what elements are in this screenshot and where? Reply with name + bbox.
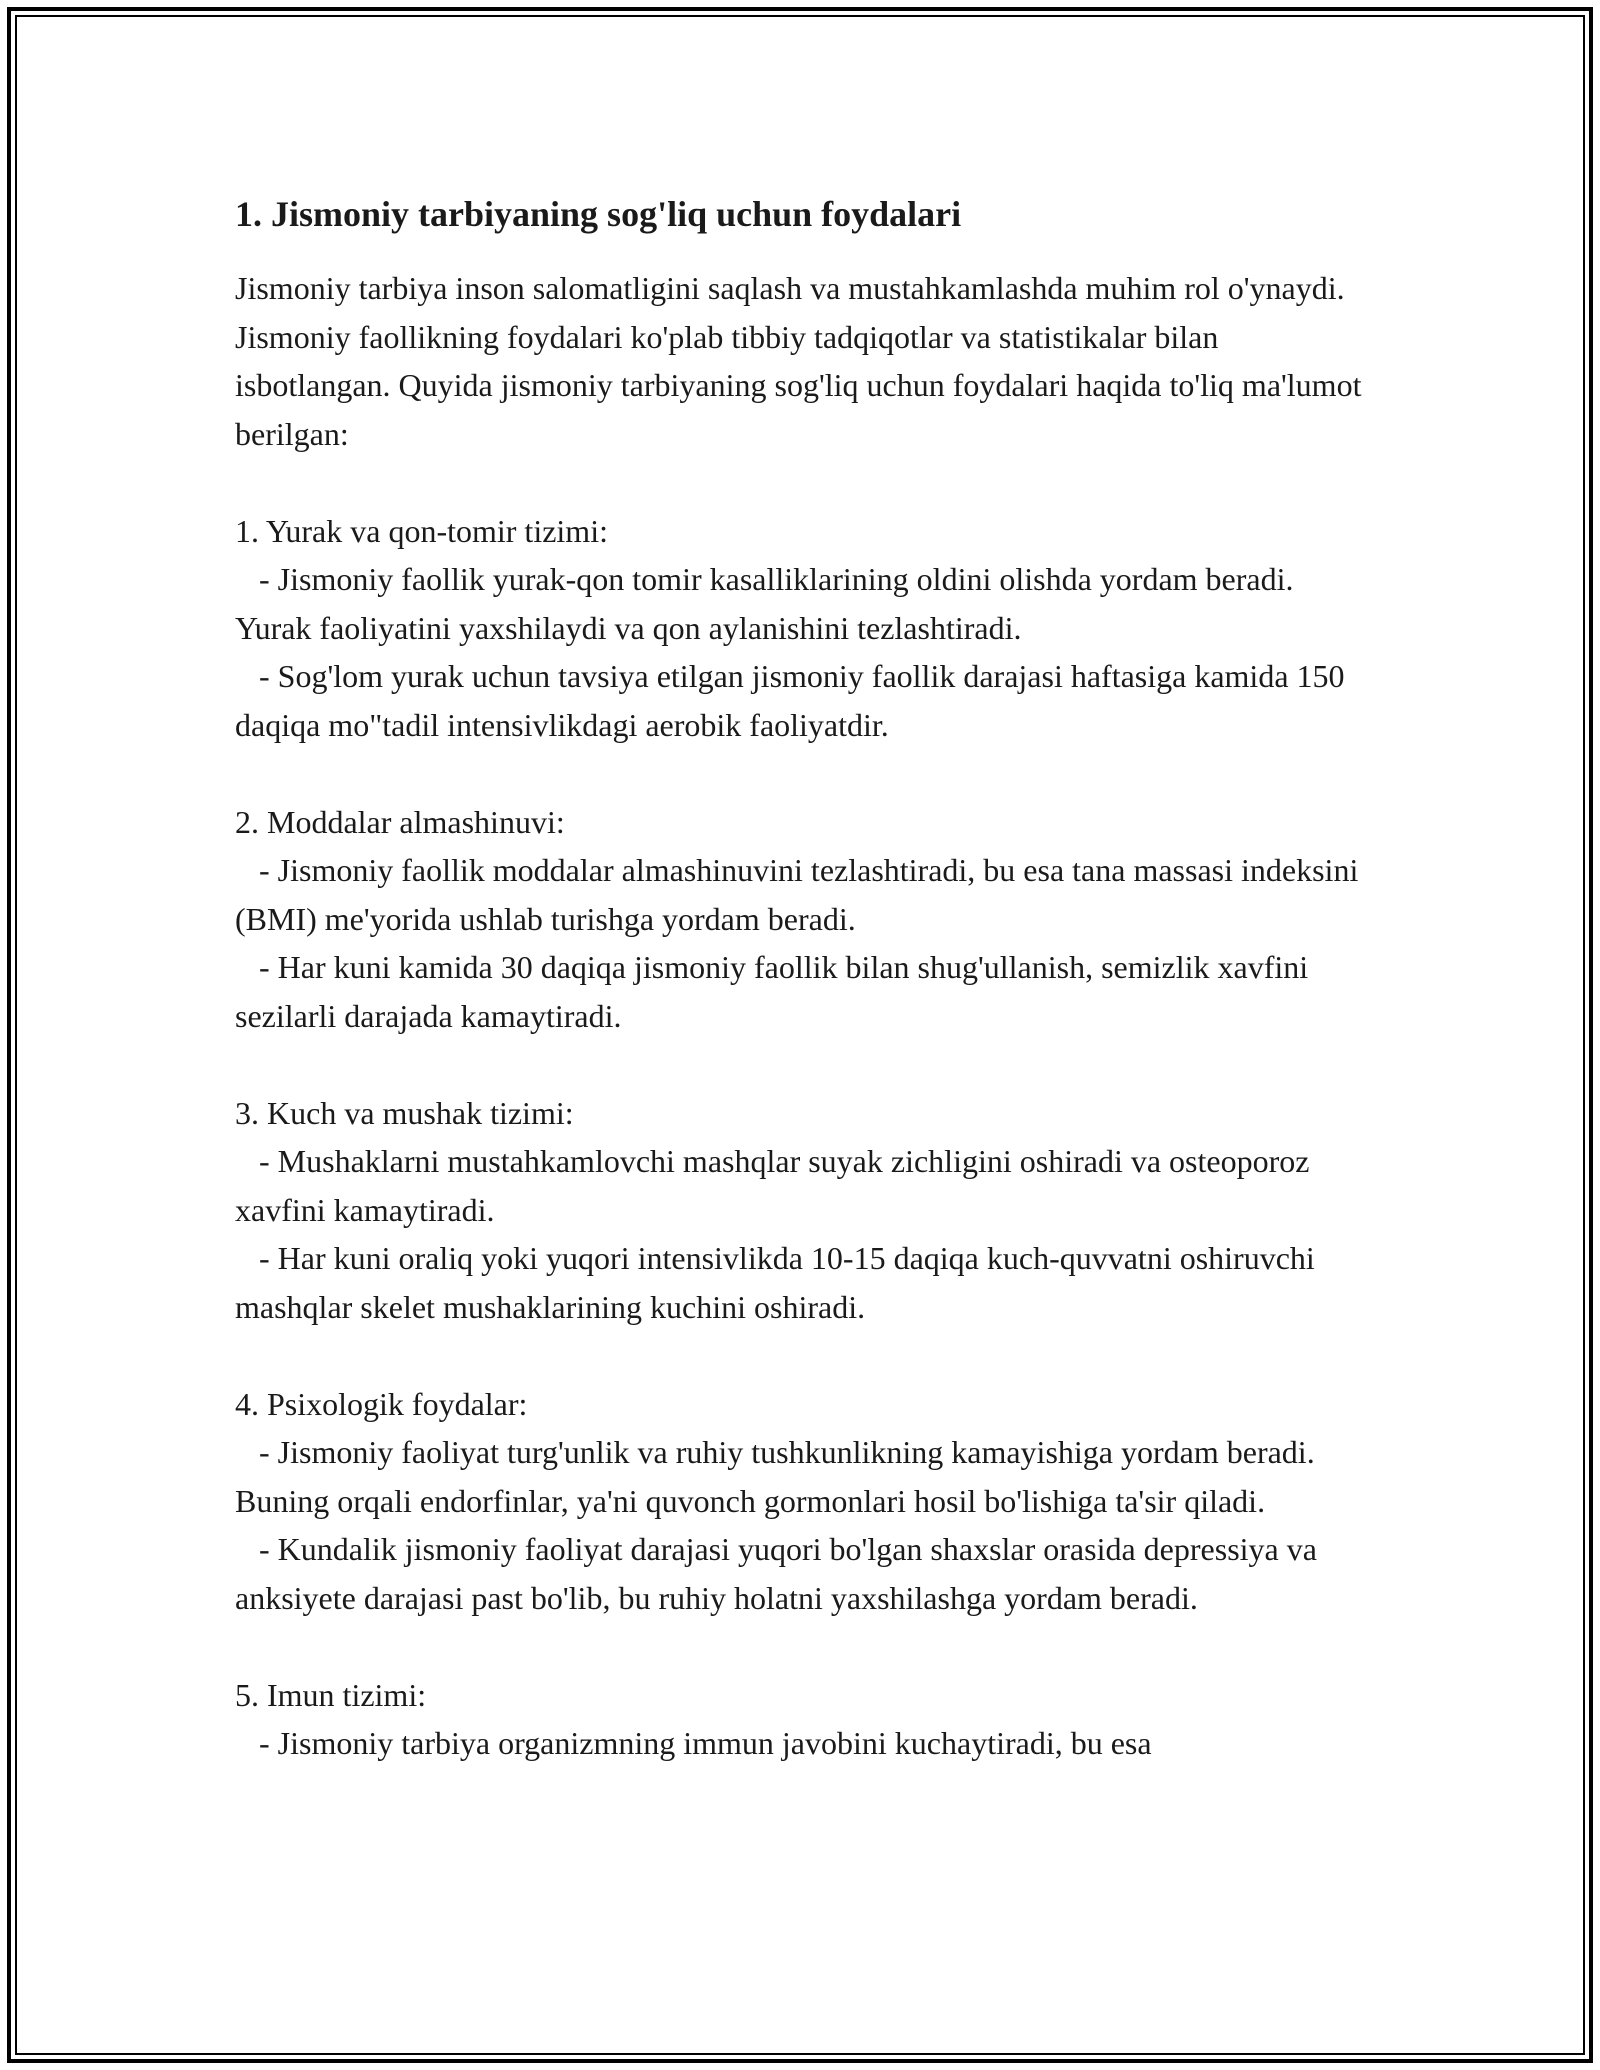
section-heading: 1. Yurak va qon-tomir tizimi:: [235, 512, 608, 549]
document-title: 1. Jismoniy tarbiyaning sog'liq uchun foydalari: [235, 194, 962, 234]
section-heading: 2. Moddalar almashinuvi:: [235, 803, 565, 840]
section-immune: [235, 1671, 1375, 1768]
intro-paragraph: Jismoniy tarbiya inson salomatligini saqlash va mustahkamlashda muhim rol o'ynaydi. Jismoniy faollikning foydalari ko'plab tibbiy tadqiqotlar va statistikalar bilan isbotlangan. Quyida jismoniy tarbiyaning sog'liq uchun foydalari haqida to'liq ma'lumot berilgan:: [235, 270, 1370, 452]
section-heading: 4. Psixologik foydalar:: [235, 1385, 528, 1422]
bullet-item: - Jismoniy tarbiya organizmning immun javobini kuchaytiradi, bu esa: [235, 1725, 1152, 1761]
bullet-item: - Jismoniy faoliyat turg'unlik va ruhiy tushkunlikning kamayishiga yordam beradi. Buning orqali endorfinlar, ya'ni quvonch gormonlari hosil bo'lishiga ta'sir qiladi.: [235, 1434, 1323, 1519]
document-body: [235, 188, 1375, 1768]
bullet-item: - Kundalik jismoniy faoliyat darajasi yuqori bo'lgan shaxslar orasida depressiya va anksiyete darajasi past bo'lib, bu ruhiy holatni yaxshilashga yordam beradi.: [235, 1531, 1325, 1616]
bullet-item: - Jismoniy faollik yurak-qon tomir kasalliklarining oldini olishda yordam beradi. Yurak faoliyatini yaxshilaydi va qon aylanishini tezlashtiradi.: [235, 561, 1301, 646]
section-heading: 5. Imun tizimi:: [235, 1676, 427, 1713]
bullet-item: - Mushaklarni mustahkamlovchi mashqlar suyak zichligini oshiradi va osteoporoz xavfini kamaytiradi.: [235, 1143, 1318, 1228]
bullet-item: - Har kuni oraliq yoki yuqori intensivlikda 10-15 daqiqa kuch-quvvatni oshiruvchi mashqlar skelet mushaklarining kuchini oshiradi.: [235, 1240, 1323, 1325]
bullet-item: - Har kuni kamida 30 daqiqa jismoniy faollik bilan shug'ullanish, semizlik xavfini sezilarli darajada kamaytiradi.: [235, 949, 1317, 1034]
bullet-item: - Jismoniy faollik moddalar almashinuvini tezlashtiradi, bu esa tana massasi indeksini (BMI) me'yorida ushlab turishga yordam beradi.: [235, 852, 1367, 937]
section-metabolism: [235, 798, 1375, 1041]
bullet-item: - Sog'lom yurak uchun tavsiya etilgan jismoniy faollik darajasi haftasiga kamida 150 daqiqa mo"tadil intensivlikdagi aerobik faoliyatdir.: [235, 658, 1353, 743]
section-heart: [235, 507, 1375, 750]
section-heading: 3. Kuch va mushak tizimi:: [235, 1094, 574, 1131]
section-psychological: [235, 1380, 1375, 1623]
section-strength: [235, 1089, 1375, 1332]
